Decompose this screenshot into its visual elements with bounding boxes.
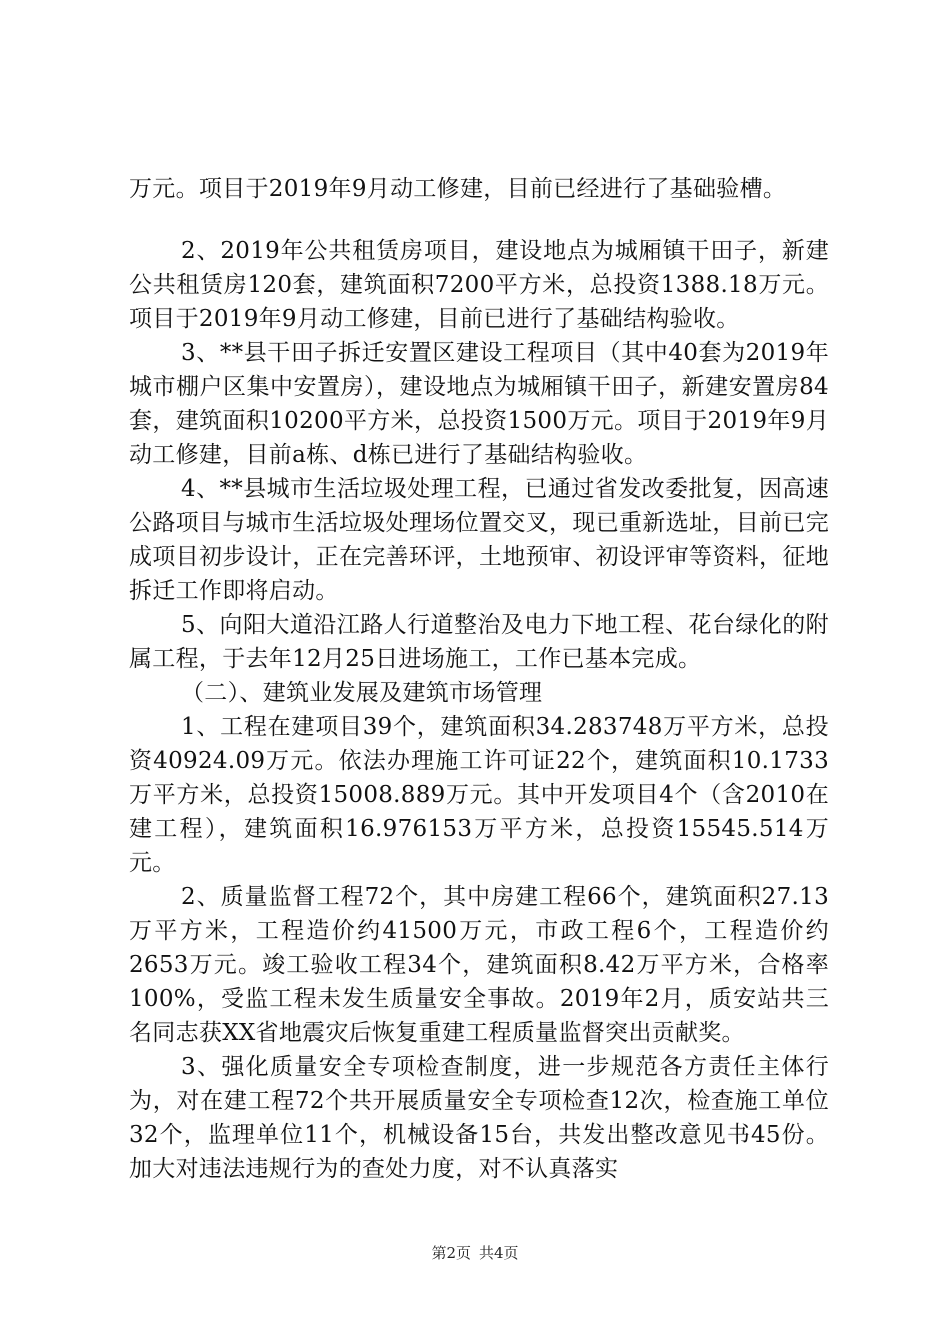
page-number: 第2页	[431, 1244, 471, 1262]
paragraph-item-2: 2、2019年公共租赁房项目，建设地点为城厢镇干田子，新建公共租赁房120套，建筑面积7200平方米，总投资1388.18万元。项目于2019年9月动工修建，目前已进行了基础结构验收。	[129, 238, 829, 332]
paragraph-item-4: 4、**县城市生活垃圾处理工程，已通过省发改委批复，因高速公路项目与城市生活垃圾处理场位置交叉，现已重新选址，目前已完成项目初步设计，正在完善环评，土地预审、初设评审等资料，征地拆迁工作即将启动。	[129, 476, 829, 604]
paragraph-construction-3: 3、强化质量安全专项检查制度，进一步规范各方责任主体行为，对在建工程72个共开展质量安全专项检查12次，检查施工单位32个，监理单位11个，机械设备15台，共发出整改意见书45份。加大对违法违规行为的查处力度，对不认真落实	[129, 1054, 829, 1182]
paragraph-construction-1: 1、工程在建项目39个，建筑面积34.283748万平方米，总投资40924.09万元。依法办理施工许可证22个，建筑面积10.1733万平方米，总投资15008.889万元。其中开发项目4个（含2010在建工程），建筑面积16.976153万平方米，总投资15545.514万元。	[129, 714, 829, 876]
paragraph-item-5: 5、向阳大道沿江路人行道整治及电力下地工程、花台绿化的附属工程，于去年12月25日进场施工，工作已基本完成。	[129, 612, 829, 672]
page-total: 共4页	[479, 1244, 519, 1262]
paragraph-continuation: 万元。项目于2019年9月动工修建，目前已经进行了基础验槽。	[129, 176, 787, 202]
document-body	[129, 172, 829, 1186]
section-heading: （二）、建筑业发展及建筑市场管理	[181, 680, 543, 706]
page-footer	[0, 1243, 950, 1263]
paragraph-item-3: 3、**县干田子拆迁安置区建设工程项目（其中40套为2019年城市棚户区集中安置房），建设地点为城厢镇干田子，新建安置房84套，建筑面积10200平方米，总投资1500万元。项目于2019年9月动工修建，目前a栋、d栋已进行了基础结构验收。	[129, 340, 829, 468]
paragraph-construction-2: 2、质量监督工程72个，其中房建工程66个，建筑面积27.13万平方米，工程造价约41500万元，市政工程6个，工程造价约2653万元。竣工验收工程34个，建筑面积8.42万平方米，合格率100%，受监工程未发生质量安全事故。2019年2月，质安站共三名同志获XX省地震灾后恢复重建工程质量监督突出贡献奖。	[129, 884, 829, 1046]
